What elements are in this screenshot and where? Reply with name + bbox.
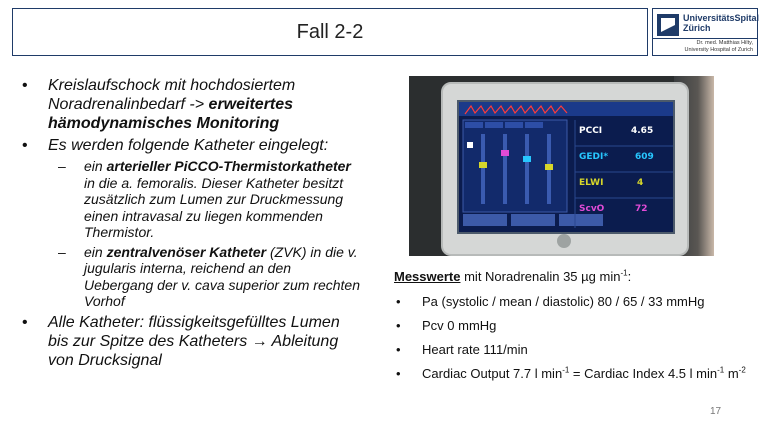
measurements-panel [394,268,754,382]
subbullet-zvk: – ein zentralvenöser Katheter (ZVK) in die v. jugularis interna, reichend an den Uebergang der v. cava superior zum rechten Vorhof [58,243,360,309]
monitor-device [441,82,689,256]
pcci-label: PCCI [579,126,603,136]
bullet-dot: • [396,294,401,309]
slide-title-box [12,8,648,56]
hospital-logo-subtitle: Dr. med. Matthias Hilty, University Hospital of Zurich [684,40,753,53]
monitor-knob [557,234,571,248]
pcci-value: 4.65 [631,126,654,136]
bullet-alle-katheter: • Alle Katheter: flüssigkeitsgefülltes Lumen bis zur Spitze des Katheters → Ableitung von Drucksignal [22,313,340,369]
hospital-logo-icon [657,14,679,36]
logo-divider [653,38,757,39]
bullet-dot: • [396,342,401,357]
elwi-value: 4 [637,178,644,188]
bullet-dot: • [22,137,28,154]
hospital-logo [652,8,758,56]
slide-title: Fall 2-2 [296,21,364,43]
hospital-logo-name: UniversitätsSpital Zürich [683,13,760,33]
bullet-dot: • [396,366,401,381]
bullet-dot: • [22,77,28,94]
page-number: 17 [710,406,722,417]
monitor-screen [457,100,675,234]
left-bullets [18,76,363,373]
measurement-pcv: • Pcv 0 mmHg [396,318,497,333]
picco-monitor-photo [409,76,714,256]
measurement-pa: • Pa (systolic / mean / diastolic) 80 / 65 / 33 mmHg [396,294,705,309]
gedi-value: 609 [635,152,654,162]
bullet-kreislaufschock: • Kreislaufschock mit hochdosiertem Noradrenalinbedarf -> erweitertes hämodynamisches Monitoring [22,77,296,132]
gedi-label: GEDI* [579,152,609,162]
measurement-heart-rate: • Heart rate 111/min [396,342,528,357]
measurement-cardiac-output: • Cardiac Output 7.7 l $\min^{-1}$ = Cardiac Index 4.5 l $\min^{-1} m^{-2}$ [396,365,746,381]
bullet-dot: • [396,318,401,333]
sub-bullet-dash: – [58,158,66,174]
subbullet-arterieller-katheter: – ein arterieller PiCCO-Thermistorkatheter in die a. femoralis. Dieser Katheter besitzt zusätzlich zum Lumen zur Druckmessung einen intravasal zu liegen kommenden Thermistor. [58,158,351,240]
measurements-heading: Messwerte mit Noradrenalin 35 µg $\min^{-1}$: [394,268,632,284]
scvo2-value: 72 [635,204,648,214]
bullet-katheter: • Es werden folgende Katheter eingelegt: [22,137,329,154]
bullet-dot: • [22,313,28,331]
elwi-label: ELWI [579,178,604,188]
scvo2-label: ScvO [579,204,605,214]
sub-bullet-dash: – [58,243,66,260]
